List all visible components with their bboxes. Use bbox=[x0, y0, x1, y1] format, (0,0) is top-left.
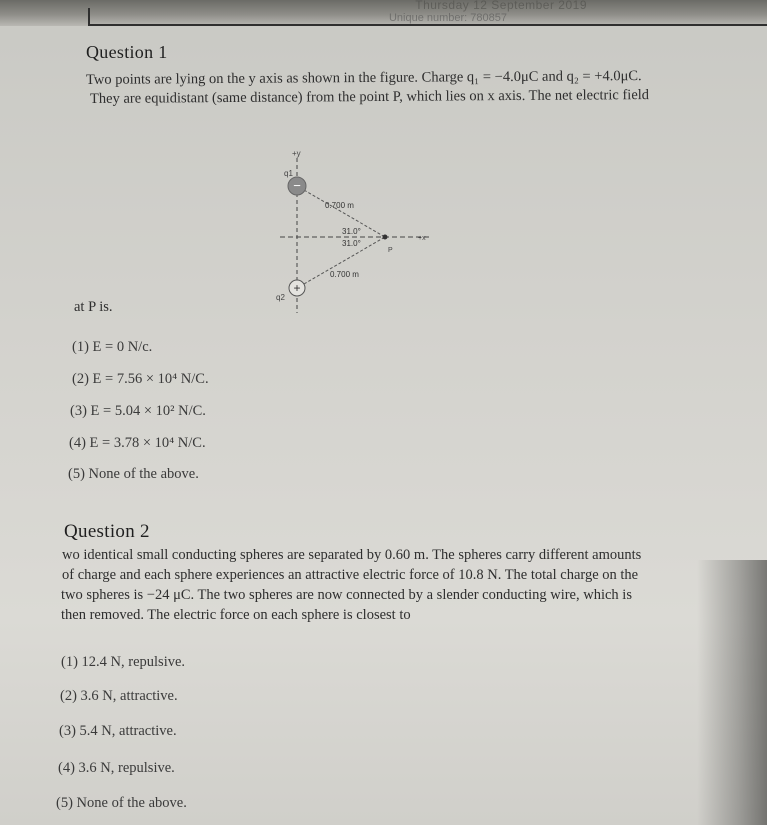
charge-figure bbox=[270, 148, 440, 318]
plus-x-label: +x bbox=[418, 235, 426, 242]
page-shadow bbox=[697, 560, 767, 825]
question-2-text-line-1: wo identical small conducting spheres are separated by 0.60 m. The spheres carry different amounts bbox=[62, 547, 642, 563]
q2-option-5[interactable]: (5) None of the above. bbox=[56, 795, 187, 811]
q1-option-4[interactable]: (4) E = 3.78 × 10⁴ N/C. bbox=[69, 435, 206, 451]
question-2-text-line-4: then removed. The electric force on each sphere is closest to bbox=[61, 607, 411, 623]
question-1-text-line-3: at P is. bbox=[74, 299, 113, 315]
q1-option-3[interactable]: (3) E = 5.04 × 10² N/C. bbox=[70, 403, 206, 419]
top-distance-label: 0.700 m bbox=[325, 201, 354, 210]
question-1-text-line-1: Two points are lying on the y axis as shown in the figure. Charge q₁ = −4.0μC and q₂ = +4.0μC. bbox=[85, 68, 642, 88]
question-2-title: Question 2 bbox=[64, 521, 150, 542]
charge-diagram bbox=[270, 148, 440, 318]
bottom-distance-label: 0.700 m bbox=[330, 270, 359, 279]
point-p-label: P bbox=[388, 247, 393, 254]
q2-label: q2 bbox=[276, 293, 285, 302]
angle-top-label: 31.0° bbox=[342, 227, 361, 236]
q2-option-4[interactable]: (4) 3.6 N, repulsive. bbox=[58, 760, 175, 776]
plus-y-label: +y bbox=[292, 149, 301, 158]
q1-label: q1 bbox=[284, 169, 293, 178]
q2-sign: + bbox=[293, 281, 301, 295]
q2-option-3[interactable]: (3) 5.4 N, attractive. bbox=[59, 723, 177, 739]
question-2-text-line-3: two spheres is −24 μC. The two spheres are now connected by a slender conducting wire, which is bbox=[61, 587, 632, 603]
q2-option-1[interactable]: (1) 12.4 N, repulsive. bbox=[61, 654, 186, 670]
question-1-title: Question 1 bbox=[86, 42, 168, 62]
point-p bbox=[383, 235, 388, 240]
q1-option-2[interactable]: (2) E = 7.56 × 10⁴ N/C. bbox=[72, 371, 209, 387]
header-unique-number: Unique number: 780857 bbox=[388, 12, 507, 24]
angle-bottom-label: 31.0° bbox=[342, 239, 361, 248]
question-2-text-line-2: of charge and each sphere experiences an attractive electric force of 10.8 N. The total charge on the bbox=[62, 567, 639, 583]
page-header-band bbox=[0, 0, 767, 26]
q1-option-1[interactable]: (1) E = 0 N/c. bbox=[72, 339, 153, 355]
q2-option-2[interactable]: (2) 3.6 N, attractive. bbox=[60, 688, 178, 704]
question-1-text-line-2: They are equidistant (same distance) from the point P, which lies on x axis. The net electric field bbox=[89, 87, 650, 107]
q1-option-5[interactable]: (5) None of the above. bbox=[68, 466, 199, 482]
q1-sign: − bbox=[293, 178, 301, 193]
header-date: Thursday 12 September 2019 bbox=[415, 0, 587, 12]
